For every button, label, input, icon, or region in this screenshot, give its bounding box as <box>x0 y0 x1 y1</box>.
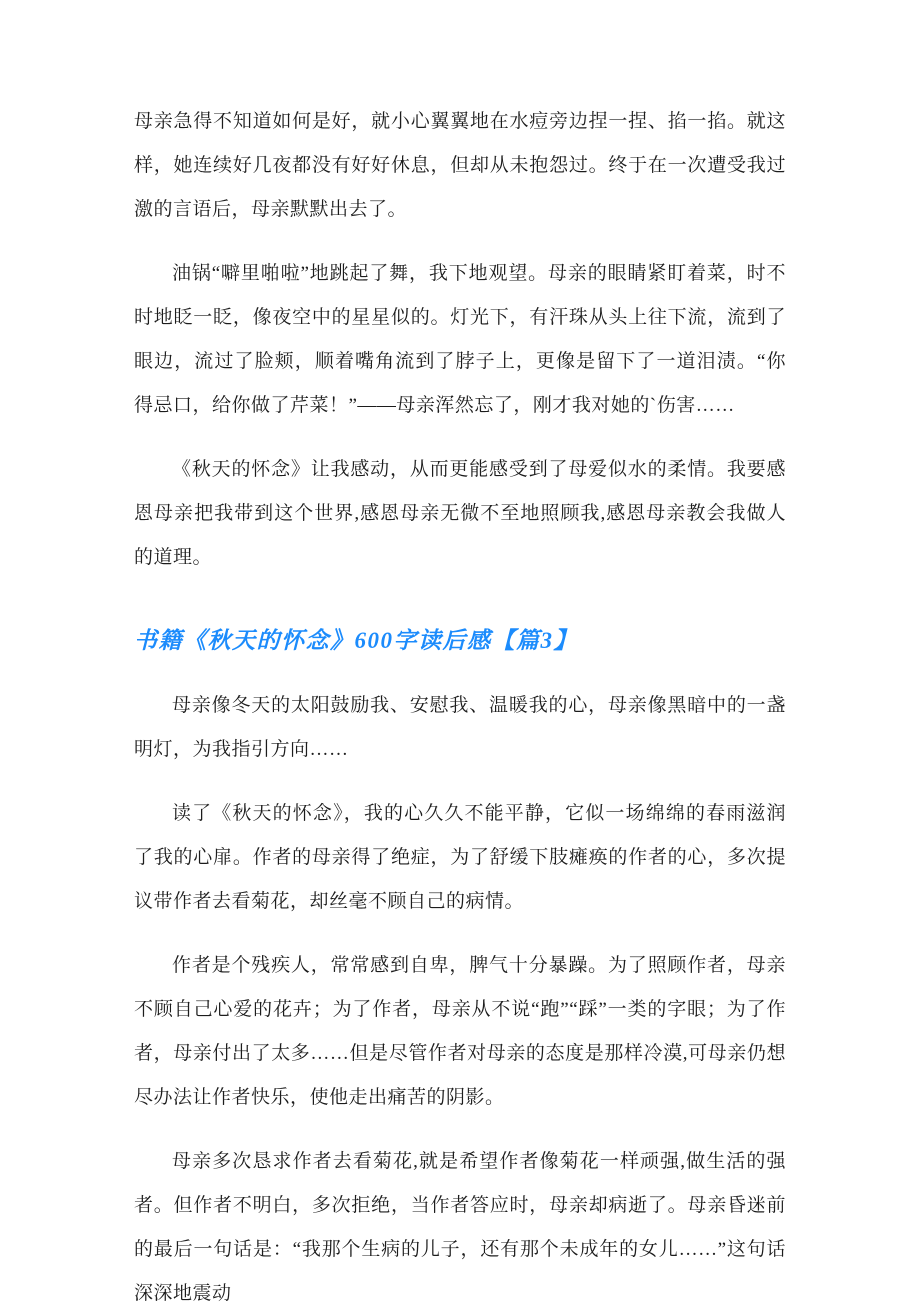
paragraph-continuation: 母亲急得不知道如何是好，就小心翼翼地在水痘旁边捏一捏、掐一掐。就这样，她连续好几夜都没有好好休息，但却从未抱怨过。终于在一次遭受我过激的言语后，母亲默默出去了。 <box>134 111 786 220</box>
paragraph-cut-off: 母亲多次恳求作者去看菊花,就是希望作者像菊花一样顽强,做生活的强者。但作者不明白，多次拒绝，当作者答应时，母亲却病逝了。母亲昏迷前的最后一句话是：“我那个生病的儿子，还有那个未成年的女儿……”这句话深深地震动 <box>134 1151 786 1304</box>
paragraph: 油锅“噼里啪啦”地跳起了舞，我下地观望。母亲的眼睛紧盯着菜，时不时地眨一眨，像夜空中的星星似的。灯光下，有汗珠从头上往下流，流到了眼边，流过了脸颊，顺着嘴角流到了脖子上，更像是留下了一道泪渍。“你得忌口，给你做了芹菜！”——母亲浑然忘了，刚才我对她的`伤害…… <box>134 263 786 416</box>
paragraph: 作者是个残疾人，常常感到自卑，脾气十分暴躁。为了照顾作者，母亲不顾自己心爱的花卉；为了作者，母亲从不说“跑”“踩”一类的字眼；为了作者，母亲付出了太多……但是尽管作者对母亲的态度是那样冷漠,可母亲仍想尽办法让作者快乐，使他走出痛苦的阴影。 <box>134 955 786 1108</box>
paragraph: 读了《秋天的怀念》，我的心久久不能平静，它似一场绵绵的春雨滋润了我的心扉。作者的母亲得了绝症，为了舒缓下肢瘫痪的作者的心，多次提议带作者去看菊花，却丝毫不顾自己的病情。 <box>134 803 786 912</box>
section-heading: 书籍《秋天的怀念》600字读后感【篇3】 <box>134 628 578 653</box>
paragraph: 母亲像冬天的太阳鼓励我、安慰我、温暖我的心，母亲像黑暗中的一盏明灯，为我指引方向…… <box>134 695 786 760</box>
paragraph: 《秋天的怀念》让我感动，从而更能感受到了母爱似水的柔情。我要感恩母亲把我带到这个世界,感恩母亲无微不至地照顾我,感恩母亲教会我做人的道理。 <box>134 459 786 568</box>
